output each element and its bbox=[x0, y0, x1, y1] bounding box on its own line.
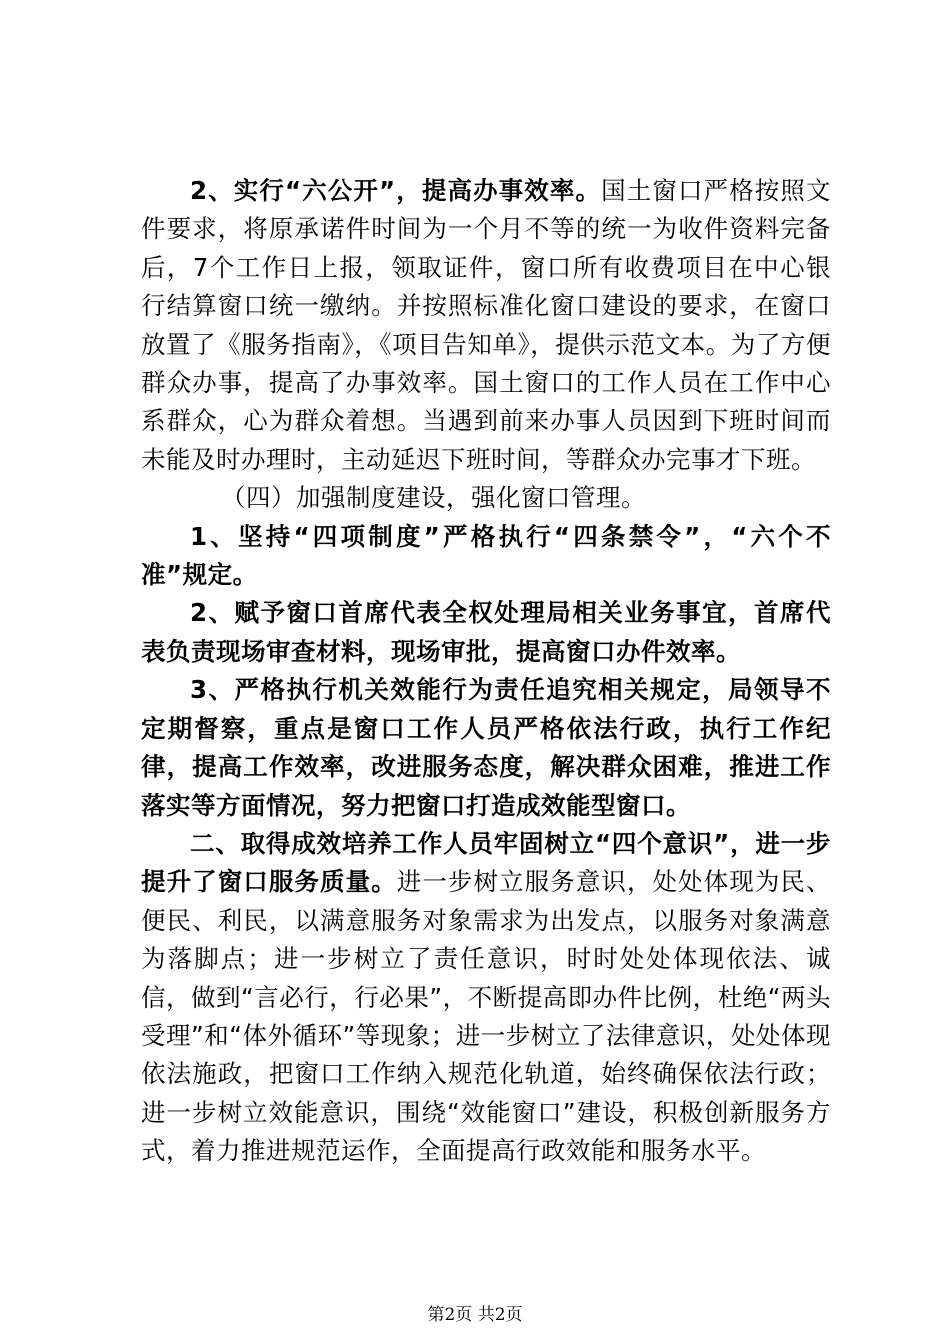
paragraph-item-2 bbox=[141, 594, 831, 671]
section-heading-four bbox=[141, 479, 831, 517]
paragraph-item-text: 3、严格执行机关效能行为责任追究相关规定，局领导不定期督察，重点是窗口工作人员严格依法行政，执行工作纪律，提高工作效率，改进服务态度，解决群众困难，推进工作落实等方面情况，努力把窗口打造成效能型窗口。 bbox=[141, 675, 831, 820]
paragraph-text: 国土窗口严格按照文件要求，将原承诺件时间为一个月不等的统一为收件资料完备后，7个工作日上报，领取证件，窗口所有收费项目在中心银行结算窗口统一缴纳。并按照标准化窗口建设的要求，在窗口放置了《服务指南》，《项目告知单》，提供示范文本。为了方便群众办事，提高了办事效率。国土窗口的工作人员在工作中心系群众，心为群众着想。当遇到前来办事人员因到下班时间而未能及时办理时，主动延迟下班时间，等群众办完事才下班。 bbox=[141, 176, 832, 474]
paragraph-item-text: 2、赋予窗口首席代表全权处理局相关业务事宜，首席代表负责现场审查材料，现场审批，提高窗口办件效率。 bbox=[141, 598, 831, 666]
paragraph-six-openness bbox=[141, 172, 831, 479]
document-body bbox=[141, 172, 831, 1171]
paragraph-item-text: 1、坚持“四项制度”严格执行“四条禁令”，“六个不准”规定。 bbox=[141, 521, 831, 590]
paragraph-heading: 2、实行“六公开”，提高办事效率。 bbox=[190, 176, 602, 205]
section-heading-text: （四）加强制度建设，强化窗口管理。 bbox=[221, 483, 646, 513]
paragraph-results bbox=[141, 825, 831, 1171]
paragraph-heading: 二、取得成效培养工作人员牢固树立“四个意识”，进一步提升了窗口服务质量。 bbox=[141, 828, 831, 897]
paragraph-item-3 bbox=[141, 671, 831, 825]
paragraph-text: 进一步树立服务意识，处处体现为民、便民、利民，以满意服务对象需求为出发点，以服务对象满意为落脚点；进一步树立了责任意识，时时处处体现依法、诚信，做到“言必行，行必果”，不断提高即办件比例，杜绝“两头受理”和“体外循环”等现象；进一步树立了法律意识，处处体现依法施政，把窗口工作纳入规范化轨道，始终确保依法行政；进一步树立效能意识，围绕“效能窗口”建设，积极创新服务方式，着力推进规范运作，全面提高行政效能和服务水平。 bbox=[141, 867, 832, 1166]
page-number-footer: 第2页 共2页 bbox=[427, 1305, 523, 1325]
paragraph-item-1 bbox=[141, 518, 831, 595]
